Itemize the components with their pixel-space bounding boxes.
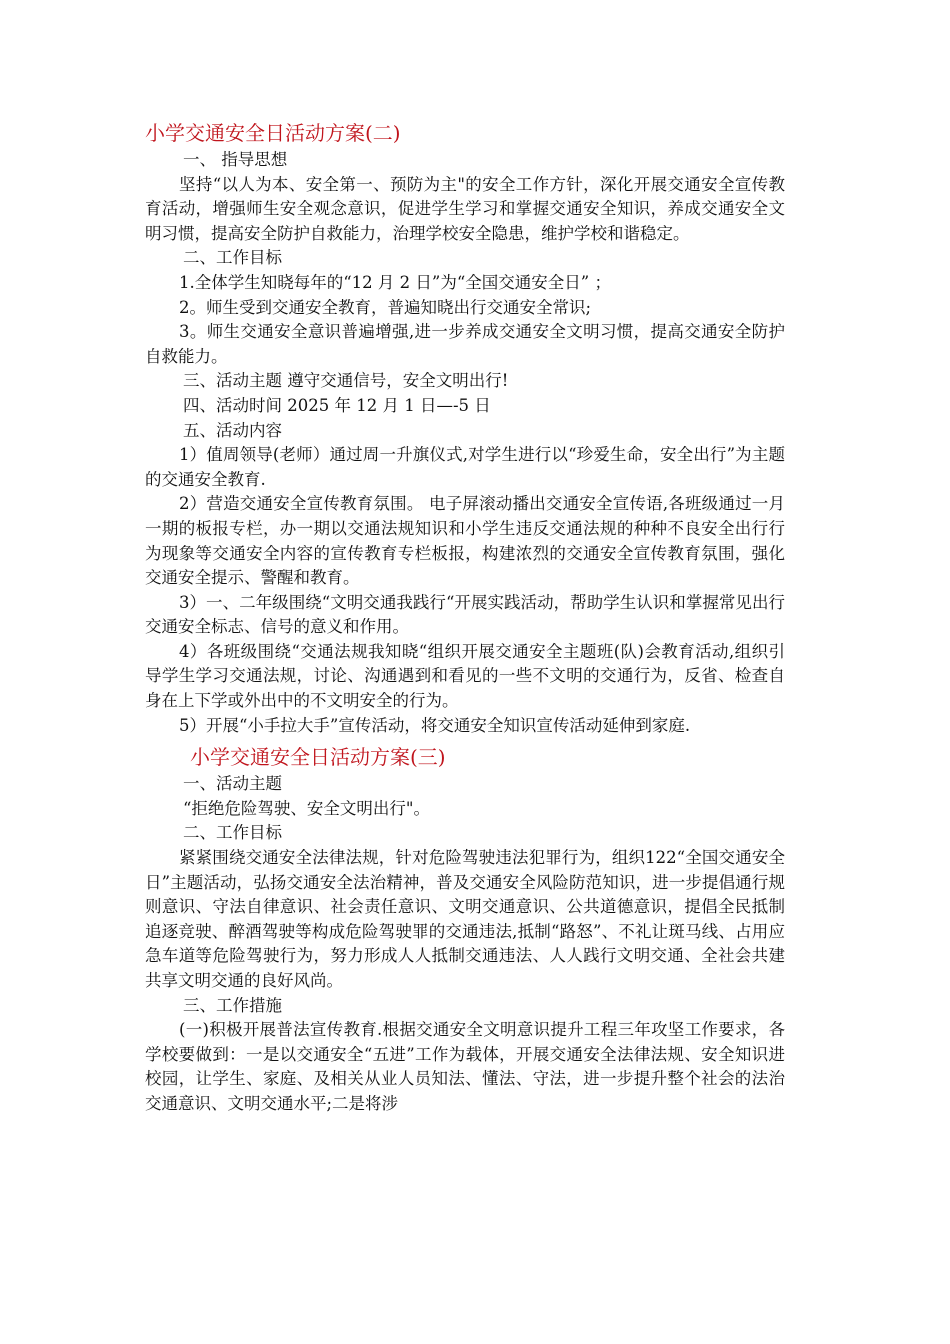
goal-item-3: 3。师生交通安全意识普遍增强,进一步养成交通安全文明习惯，提高交通安全防护自救能力。	[145, 322, 785, 366]
theme-slogan: “拒绝危险驾驶、安全文明出行"。	[183, 798, 431, 818]
goal-item-1: 1.全体学生知晓每年的“12 月 2 日”为“全国交通安全日” ；	[179, 272, 611, 292]
paragraph-work-goals-3: 紧紧围绕交通安全法律法规，针对危险驾驶违法犯罪行为，组织122“全国交通安全日”主题活动，弘扬交通安全法治精神，普及交通安全风险防范知识，进一步提倡通行规则意识、守法自律意识、社会责任意识、文明交通意识、公共道德意识，提倡全民抵制追逐竞驶、醉酒驾驶等构成危险驾驶罪的交通违法,抵制“路怒”、不礼让斑马线、占用应急车道等危险驾驶行为，努力形成人人抵制交通违法、人人践行文明交通、全社会共建共享文明交通的良好风尚。	[145, 848, 785, 990]
section-title-2: 小学交通安全日活动方案(二)	[145, 121, 401, 145]
content-item-3: 3）一、二年级围绕“文明交通我践行“开展实践活动，帮助学生认识和掌握常见出行交通安全标志、信号的意义和作用。	[145, 592, 785, 637]
paragraph-work-measures: (一)积极开展普法宣传教育.根据交通安全文明意识提升工程三年攻坚工作要求，各学校要做到：一是以交通安全“五进”工作为载体，开展交通安全法律法规、安全知识进校园，让学生、家庭、及相关从业人员知法、懂法、守法，进一步提升整个社会的法治交通意识、文明交通水平;二是将涉	[145, 1020, 785, 1113]
goal-item-2: 2。师生受到交通安全教育，普遍知晓出行交通安全常识;	[179, 297, 592, 317]
document-body	[145, 118, 785, 1117]
heading-work-measures: 三、工作措施	[183, 995, 282, 1015]
content-item-2: 2）营造交通安全宣传教育氛围。 电子屏滚动播出交通安全宣传语,各班级通过一月一期的板报专栏，办一期以交通法规知识和小学生违反交通法规的种种不良安全出行行为现象等交通安全内容的宣传教育专栏板报，构建浓烈的交通安全宣传教育氛围，强化交通安全提示、警醒和教育。	[145, 494, 785, 588]
heading-activity-theme: 三、活动主题 遵守交通信号，安全文明出行!	[183, 371, 509, 391]
content-item-4: 4）各班级围绕“交通法规我知晓“组织开展交通安全主题班(队)会教育活动,组织引导学生学习交通法规，讨论、沟通遇到和看见的一些不文明的交通行为，反省、检查自身在上下学或外出中的不文明安全的行为。	[145, 641, 785, 711]
heading-activity-time: 四、活动时间 2025 年 12 月 1 日—-5 日	[183, 395, 491, 415]
heading-work-goals: 二、工作目标	[183, 248, 282, 268]
content-item-5: 5）开展“小手拉大手”宣传活动，将交通安全知识宣传活动延伸到家庭.	[179, 715, 691, 735]
content-item-1: 1）值周领导(老师）通过周一升旗仪式,对学生进行以“珍爱生命，安全出行”为主题的交通安全教育.	[145, 445, 785, 489]
heading-work-goals-3: 二、工作目标	[183, 823, 282, 843]
section-title-3: 小学交通安全日活动方案(三)	[190, 745, 446, 770]
paragraph-guiding-ideology: 坚持“以人为本、安全第一、预防为主"的安全工作方针，深化开展交通安全宣传教育活动，增强师生安全观念意识，促进学生学习和掌握交通安全知识，养成交通安全文明习惯，提高安全防护自救能力，治理学校安全隐患，维护学校和谐稳定。	[145, 174, 785, 243]
heading-activity-theme-3: 一、活动主题	[183, 774, 282, 794]
heading-guiding-ideology: 一、 指导思想	[183, 150, 288, 169]
heading-activity-content: 五、活动内容	[183, 420, 282, 440]
